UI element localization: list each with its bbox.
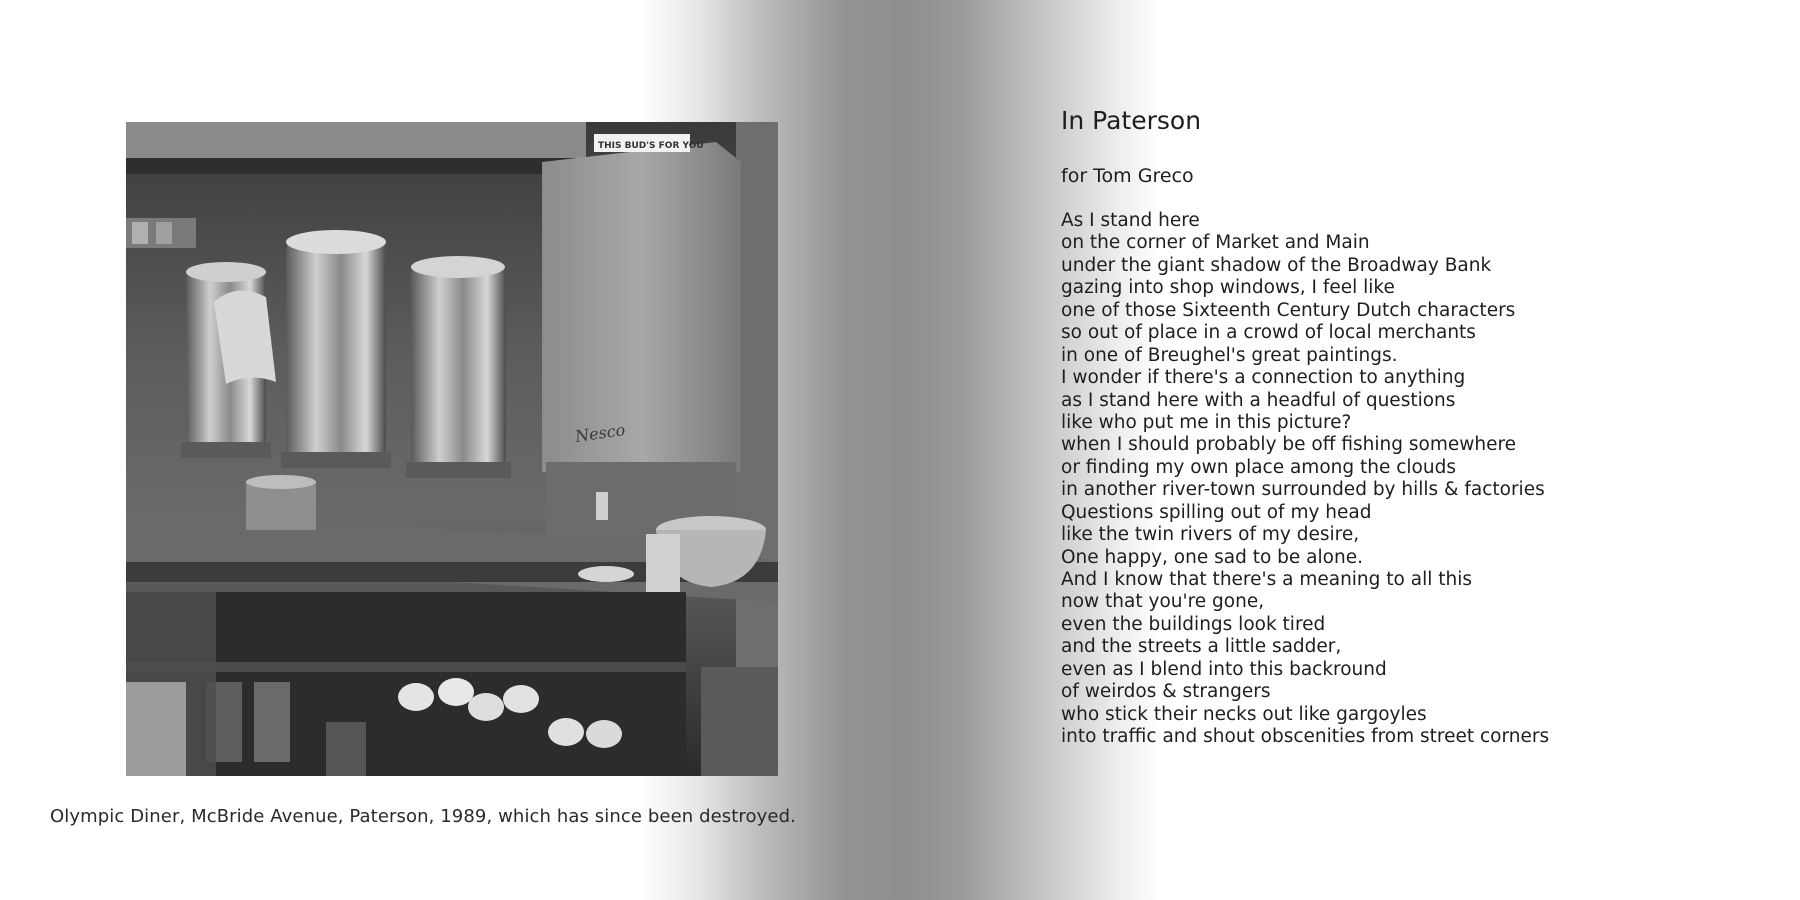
poem-line: or finding my own place among the clouds — [1061, 456, 1456, 478]
poem-line: like who put me in this picture? — [1061, 411, 1352, 433]
poem-line: like the twin rivers of my desire, — [1061, 524, 1360, 546]
poem-line: now that you're gone, — [1061, 591, 1265, 613]
svg-text:Nesco: Nesco — [573, 420, 627, 446]
poem-body — [1061, 210, 1549, 749]
diner-photograph — [126, 122, 778, 776]
poem-line: under the giant shadow of the Broadway Bank — [1061, 254, 1492, 276]
poem-line: and the streets a little sadder, — [1061, 636, 1342, 658]
poem-line: so out of place in a crowd of local merchants — [1061, 322, 1476, 344]
poem-line: of weirdos & strangers — [1061, 681, 1271, 703]
photo-caption: Olympic Diner, McBride Avenue, Paterson, 1989, which has since been destroyed. — [50, 806, 796, 827]
svg-text:THIS BUD'S FOR YOU: THIS BUD'S FOR YOU — [598, 141, 704, 151]
poem-line: Questions spilling out of my head — [1061, 501, 1372, 523]
poem-line: on the corner of Market and Main — [1061, 232, 1370, 254]
poem-line: gazing into shop windows, I feel like — [1061, 277, 1395, 299]
poem-line: And I know that there's a meaning to all this — [1061, 569, 1472, 590]
poem-line: One happy, one sad to be alone. — [1061, 546, 1363, 568]
poem-line: even as I blend into this backround — [1061, 658, 1387, 680]
poem-line: in one of Breughel's great paintings. — [1061, 344, 1398, 366]
poem-dedication: for Tom Greco — [1061, 165, 1194, 187]
poem-line: even the buildings look tired — [1061, 613, 1326, 635]
poem-line: who stick their necks out like gargoyles — [1061, 703, 1427, 725]
poem-line: I wonder if there's a connection to anything — [1061, 367, 1466, 389]
poem-line: one of those Sixteenth Century Dutch characters — [1061, 299, 1516, 321]
poem-line: in another river-town surrounded by hills & factories — [1061, 479, 1545, 501]
poem-title: In Paterson — [1061, 106, 1202, 135]
poem-line: as I stand here with a headful of questions — [1061, 389, 1456, 411]
poem-line: As I stand here — [1061, 210, 1200, 231]
poem-line: when I should probably be off fishing somewhere — [1061, 434, 1517, 456]
poem-line: into traffic and shout obscenities from street corners — [1061, 726, 1550, 748]
